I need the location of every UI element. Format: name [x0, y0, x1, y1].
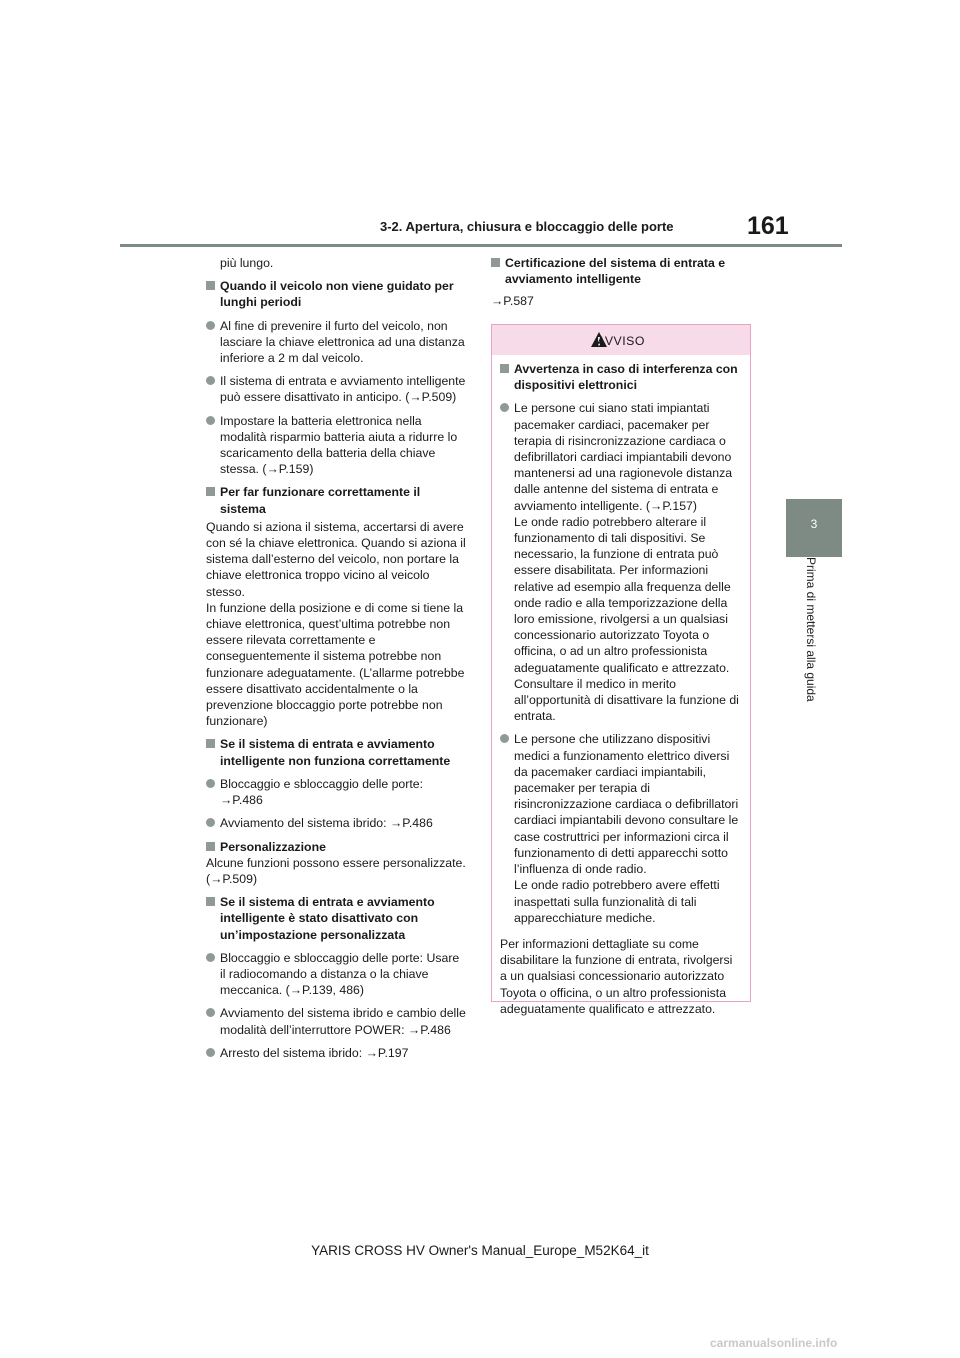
bullet-item: Le persone cui siano stati impiantati pacemaker cardiaci, pacemaker per terapia di risincronizzazione cardiaca o defibrillatori cardiaci impiantabili devono mantenersi ad una ragionevole distanza dalle antenne del sistema di entrata e avviamento intelligente. (→P.157) Le onde radio potrebbero alterare il funzionamento di tali dispositivi. Se necessario, la funzione di entrata può essere disabilitata. Per informazioni relative ad esempio alla frequenza delle onde radio e alla temporizzazione della loro emissione, rivolgersi a un qualsiasi concessionario autorizzato Toyota o officina, o ad un altro professionista adeguatamente qualificato e attrezzato. Consultare il medico in merito all’opportunità di disattivare la funzione di entrata. [500, 400, 742, 724]
section-heading: Quando il veicolo non viene guidato per lunghi periodi [206, 278, 468, 310]
section-heading: Se il sistema di entrata e avviamento intelligente è stato disattivato con un’impostazione personalizzata [206, 894, 468, 943]
paragraph: Per informazioni dettagliate su come disabilitare la funzione di entrata, rivolgersi a un qualsiasi concessionario autorizzato Toyota o officina, o un altro professionista adeguatamente qualificato e attrezzato. [500, 936, 733, 1016]
bullet-item: Avviamento del sistema ibrido e cambio delle modalità dell’interruttore POWER: →P.486 [206, 1005, 468, 1037]
manual-footer: YARIS CROSS HV Owner's Manual_Europe_M52K64_it [311, 1243, 649, 1258]
bullet-item: Le persone che utilizzano dispositivi medici a funzionamento elettrico diversi da pacemaker cardiaci impiantabili, pacemaker per terapia di risincronizzazione cardiaca o defibrillatori cardiaci impiantabili devono consultare le case costruttrici per informazioni circa il funzionamento di detti apparecchi sotto l’influenza di onde radio. Le onde radio potrebbero avere effetti inaspettati sulla funzionalità di tali apparecchiature mediche. [500, 731, 742, 925]
chapter-tab [786, 499, 842, 557]
section-heading: Per far funzionare correttamente il sistema [206, 484, 468, 516]
section-heading: Certificazione del sistema di entrata e avviamento intelligente [491, 255, 753, 287]
paragraph: Alcune funzioni possono essere personalizzate. (→P.509) [206, 855, 466, 886]
bullet-item: Il sistema di entrata e avviamento intelligente può essere disattivato in anticipo. (→P.509) [206, 373, 468, 405]
bullet-item: Al fine di prevenire il furto del veicolo, non lasciare la chiave elettronica ad una distanza inferiore a 2 m dal veicolo. [206, 318, 468, 367]
section-heading: Se il sistema di entrata e avviamento intelligente non funziona correttamente [206, 736, 468, 768]
right-column [491, 255, 753, 310]
chapter-title: Prima di mettersi alla guida [804, 557, 818, 702]
bullet-item: Impostare la batteria elettronica nella modalità risparmio batteria aiuta a ridurre lo scaricamento della batteria della chiave stessa. (→P.159) [206, 413, 468, 478]
page-number: 161 [747, 212, 789, 240]
warning-title: AVVISO [597, 334, 645, 348]
continued-text: più lungo. [220, 256, 274, 270]
warning-header [492, 325, 750, 355]
chapter-number: 3 [810, 517, 818, 531]
left-column [206, 255, 468, 1068]
bullet-item: Bloccaggio e sbloccaggio delle porte: Usare il radiocomando a distanza o la chiave meccanica. (→P.139, 486) [206, 950, 468, 999]
warning-box [491, 324, 751, 1016]
page-reference: →P.587 [491, 294, 534, 309]
warning-heading: Avvertenza in caso di interferenza con dispositivi elettronici [500, 361, 742, 393]
bullet-item: Arresto del sistema ibrido: →P.197 [206, 1045, 468, 1061]
warning-body [500, 361, 742, 1017]
section-heading: Personalizzazione [206, 839, 468, 855]
bullet-item: Avviamento del sistema ibrido: →P.486 [206, 815, 468, 831]
watermark: carmanualsonline.info [710, 1336, 838, 1350]
section-title: 3-2. Apertura, chiusura e bloccaggio delle porte [380, 219, 674, 234]
header-rule [120, 244, 842, 247]
paragraph: Quando si aziona il sistema, accertarsi di avere con sé la chiave elettronica. Quando si aziona il sistema dall’esterno del veicolo, non portare la chiave elettronica troppo vicino al veicolo stesso. In funzione della posizione e di come si tiene la chiave elettronica, quest’ultima potrebbe non essere rilevata correttamente e conseguentemente il sistema potrebbe non funzionare adeguatamente. (L’allarme potrebbe essere disattivato accidentalmente o la prevenzione bloccaggio porte potrebbe non funzionare) [206, 519, 466, 729]
bullet-item: Bloccaggio e sbloccaggio delle porte: →P.486 [206, 776, 468, 808]
